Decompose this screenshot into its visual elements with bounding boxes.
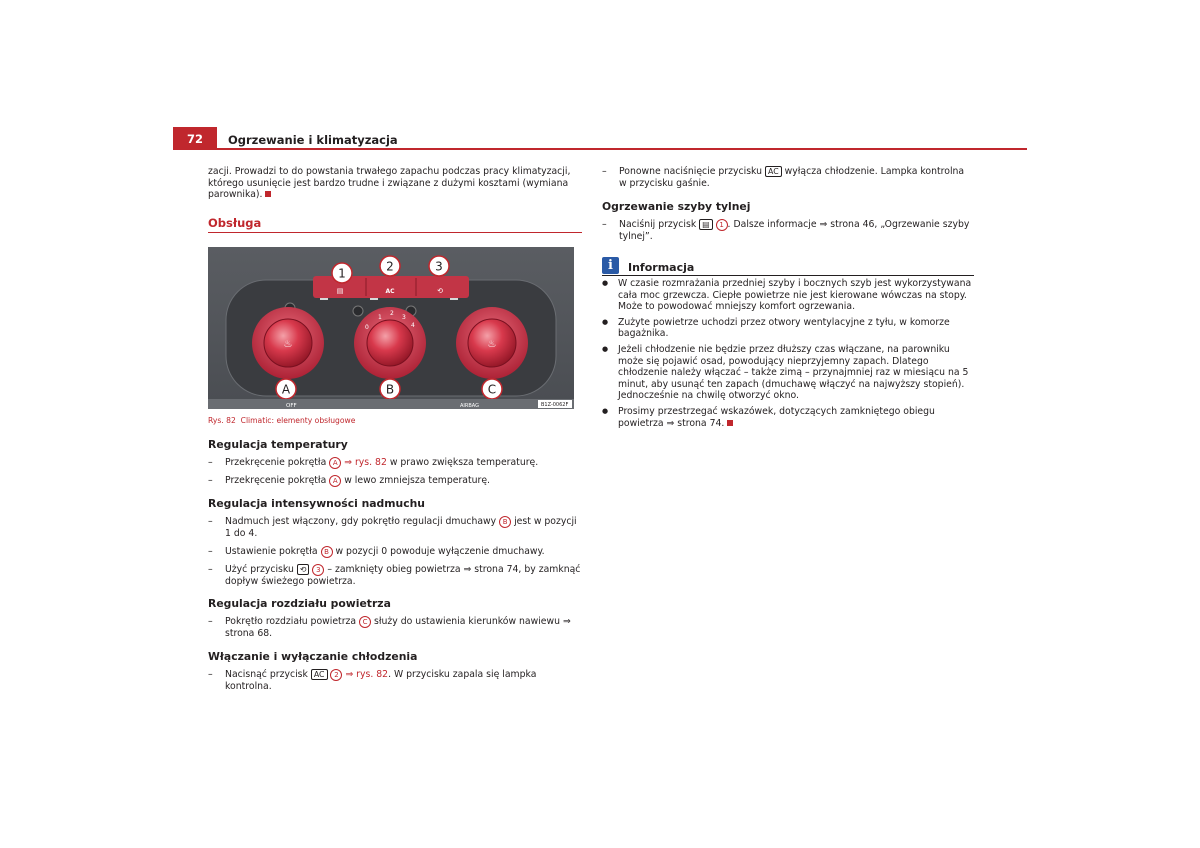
dist-item-1: – Pokrętło rozdziału powietrza C służy do ustawienia kierunków nawiewu ⇒ strona 68. xyxy=(208,616,582,640)
ac-label: AC xyxy=(385,288,395,295)
rear-item-1: – Naciśnij przycisk ▤ 1 . Dalsze informacje ⇒ strona 46, „Ogrzewanie szyby tylnej”. xyxy=(602,219,974,243)
temp-heading: Regulacja temperatury xyxy=(208,438,348,451)
mid-sensor xyxy=(353,306,363,316)
svg-text:C: C xyxy=(487,382,497,397)
svg-text:2: 2 xyxy=(386,259,394,274)
svg-text:AIRBAG: AIRBAG xyxy=(460,403,480,409)
knob-b xyxy=(367,320,413,366)
info-rule xyxy=(602,275,974,276)
svg-text:B: B xyxy=(385,382,395,397)
chapter-title: Ogrzewanie i klimatyzacja xyxy=(228,133,398,147)
temp-item-1: – Przekręcenie pokrętła A ⇒ rys. 82 w prawo zwiększa temperaturę. xyxy=(208,457,582,469)
recirculation-icon: ⟲ xyxy=(437,287,443,295)
page-number: 72 xyxy=(173,127,217,149)
cool-heading: Włączanie i wyłączanie chłodzenia xyxy=(208,649,418,663)
temp-item-2: – Przekręcenie pokrętła A w lewo zmniejsza temperaturę. xyxy=(208,475,582,487)
end-mark-icon xyxy=(265,191,271,197)
svg-text:3: 3 xyxy=(435,259,443,274)
svg-text:♨: ♨ xyxy=(487,339,497,350)
header-rule xyxy=(173,148,1027,150)
blower-heading: Regulacja intensywności nadmuchu xyxy=(208,497,425,510)
rear-defrost-icon: ▤ xyxy=(336,287,344,295)
figure-caption: Rys. 82 Climatic: elementy obsługowe xyxy=(208,416,356,425)
section-title: Obsługa xyxy=(208,216,262,230)
dist-heading: Regulacja rozdziału powietrza xyxy=(208,597,391,611)
ac-off-item: – Ponowne naciśnięcie przycisku AC wyłącza chłodzenie. Lampka kontrolna w przycisku gaśnie. xyxy=(602,166,974,189)
cool-item-1: – Nacisnąć przycisk AC 2 ⇒ rys. 82. W przycisku zapala się lampka kontrolna. xyxy=(208,669,582,693)
figure-code: B1Z-0062F xyxy=(541,402,569,408)
recirculation-key-icon: ⟲ xyxy=(297,564,310,575)
rear-defrost-key-icon: ▤ xyxy=(699,219,712,230)
intro-paragraph xyxy=(208,166,582,201)
svg-text:1: 1 xyxy=(378,314,382,321)
info-bullet-1: ● W czasie rozmrażania przedniej szyby i bocznych szyb jest wykorzystywana cała moc grzewcza. Ciepłe powietrze nie jest kierowane wówczas na stopy. Może to powodować mniejszy komfort ogrzewania. xyxy=(602,278,974,313)
blower-item-2: – Ustawienie pokrętła B w pozycji 0 powoduje wyłączenie dmuchawy. xyxy=(208,546,582,558)
info-title: Informacja xyxy=(628,261,695,274)
rear-heading: Ogrzewanie szyby tylnej xyxy=(602,200,751,214)
svg-text:1: 1 xyxy=(338,266,346,281)
right-column xyxy=(602,166,974,243)
blower-item-3: – Użyć przycisku ⟲ 3 – zamknięty obieg powietrza ⇒ strona 74, by zamknąć dopływ świeżego powietrza. xyxy=(208,564,582,588)
left-column-lower xyxy=(208,438,582,692)
info-bullet-4: ● Prosimy przestrzegać wskazówek, dotyczących zamkniętego obiegu powietrza ⇒ strona 74. xyxy=(602,406,974,429)
svg-text:A: A xyxy=(281,382,291,397)
svg-text:4: 4 xyxy=(411,322,415,329)
info-bullet-3: ● Jeżeli chłodzenie nie będzie przez dłuższy czas włączane, na parowniku może się pojawić osad, powodujący nieprzyjemny zapach. Dlatego chłodzenie należy włączać – także zimą – przynajmniej raz w miesiącu na 5 minut, aby usunąć ten zapach (dmuchawę włączyć na najwyższy stopień). Jednocześnie na chwilę otworzyć okno. xyxy=(602,344,974,402)
section-rule xyxy=(208,232,582,233)
intro-text: zacji. Prowadzi to do powstania trwałego zapachu podczas pracy klimatyzacji, którego usunięcie jest bardzo trudne i związane z dużymi kosztami (wymiana parownika). xyxy=(208,166,571,201)
svg-text:2: 2 xyxy=(390,310,394,317)
svg-text:♨: ♨ xyxy=(283,339,293,350)
climatic-panel-figure xyxy=(208,247,574,409)
info-box xyxy=(602,278,974,429)
info-bullet-2: ● Zużyte powietrze uchodzi przez otwory wentylacyjne z tyłu, w komorze bagażnika. xyxy=(602,317,974,340)
svg-text:3: 3 xyxy=(402,314,406,321)
svg-text:0: 0 xyxy=(365,324,369,331)
climatic-panel-illustration xyxy=(208,247,574,409)
svg-text:OFF: OFF xyxy=(286,403,297,409)
end-mark-icon xyxy=(727,420,733,426)
blower-item-1: – Nadmuch jest włączony, gdy pokrętło regulacji dmuchawy B jest w pozycji 1 do 4. xyxy=(208,516,582,540)
info-icon: i xyxy=(602,257,619,274)
